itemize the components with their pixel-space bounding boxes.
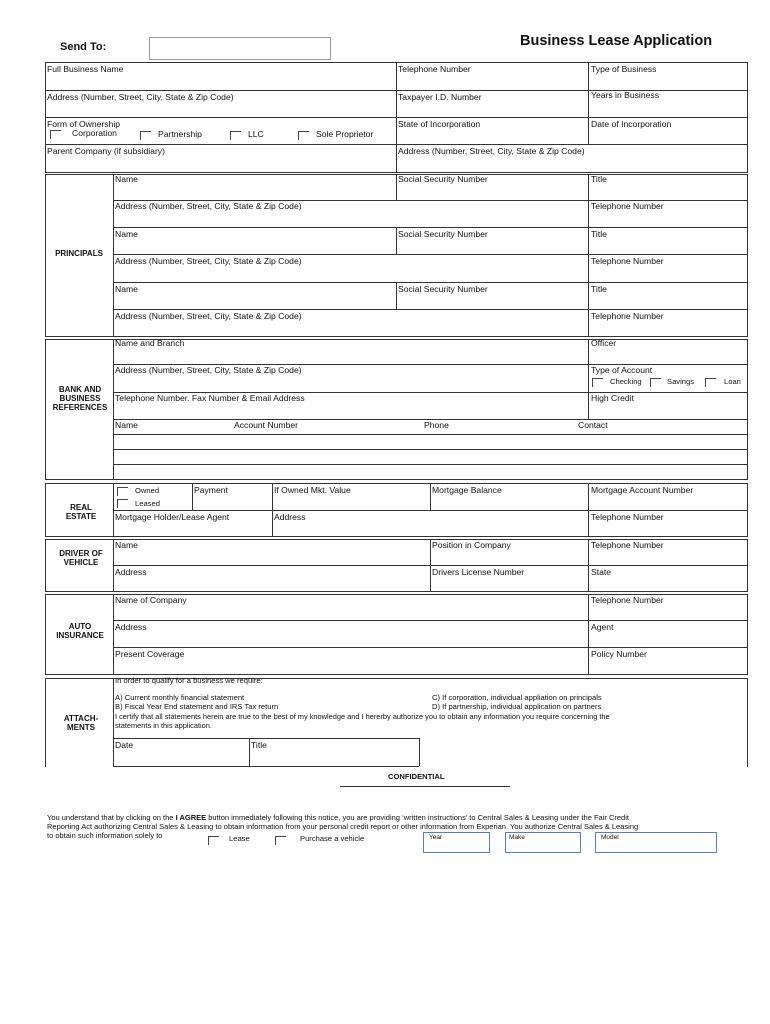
principal-1-address[interactable]: Address (Number, Street, City, State & Zip Code) <box>115 201 302 211</box>
checking-label: Checking <box>610 377 642 386</box>
loan-label: Loan <box>724 377 741 386</box>
lease-label: Lease <box>229 834 250 843</box>
send-to-label: Send To: <box>60 41 107 53</box>
attach-title-field[interactable]: Title <box>251 740 267 750</box>
parent-company-field[interactable]: Parent Company (if subsidiary) <box>47 146 165 156</box>
owned-checkbox[interactable] <box>117 487 128 496</box>
business-address-field[interactable]: Address (Number, Street, City, State & Zip Code) <box>47 92 234 102</box>
vehicle-make-input[interactable] <box>505 832 581 853</box>
credit-notice-line-3: to obtain such information solely to <box>47 831 163 840</box>
re-mortgage-balance[interactable]: Mortgage Balance <box>432 485 502 495</box>
auto-policy[interactable]: Policy Number <box>591 649 647 659</box>
leased-checkbox[interactable] <box>117 499 128 508</box>
re-mkt-value[interactable]: If Owned Mkt. Value <box>274 485 351 495</box>
driver-state[interactable]: State <box>591 567 612 577</box>
page-title: Business Lease Application <box>520 33 713 49</box>
principal-1-name[interactable]: Name <box>115 174 138 184</box>
auto-telephone[interactable]: Telephone Number <box>591 595 664 605</box>
form-of-ownership-label: Form of Ownership <box>47 119 121 129</box>
telephone-number-field[interactable]: Telephone Number <box>398 64 471 74</box>
llc-checkbox[interactable] <box>230 131 241 140</box>
auto-agent[interactable]: Agent <box>591 622 614 632</box>
auto-insurance-section-label: AUTO INSURANCE <box>56 622 104 640</box>
bank-high-credit[interactable]: High Credit <box>591 393 634 403</box>
taxpayer-id-field[interactable]: Taxpayer I.D. Number <box>398 92 482 102</box>
principals-section-label: PRINCIPALS <box>55 249 103 258</box>
credit-notice-line-2: Reporting Act authorizing Central Sales & Leasing to obtain information from your personal credit report or other information from Experian. You authorize Central Sales & Leasing <box>47 822 639 831</box>
principal-3-telephone[interactable]: Telephone Number <box>591 311 664 321</box>
driver-section-label: DRIVER OF VEHICLE <box>59 549 103 567</box>
ref-name-header: Name <box>115 420 138 430</box>
attach-item-c: C) If corporation, individual appliation on principals <box>432 693 602 702</box>
confidential-label: CONFIDENTIAL <box>388 772 445 781</box>
bank-type-of-account: Type of Account <box>591 365 653 375</box>
vehicle-year-label: Year <box>429 834 443 841</box>
auto-address[interactable]: Address <box>115 622 147 632</box>
savings-label: Savings <box>667 377 695 386</box>
loan-checkbox[interactable] <box>705 378 716 387</box>
re-holder-agent[interactable]: Mortgage Holder/Lease Agent <box>115 512 230 522</box>
re-telephone[interactable]: Telephone Number <box>591 512 664 522</box>
driver-address[interactable]: Address <box>115 567 147 577</box>
principal-2-ssn[interactable]: Social Security Number <box>398 229 488 239</box>
principal-3-ssn[interactable]: Social Security Number <box>398 284 488 294</box>
driver-telephone[interactable]: Telephone Number <box>591 540 664 550</box>
principal-2-title[interactable]: Title <box>591 229 607 239</box>
principal-1-ssn[interactable]: Social Security Number <box>398 174 488 184</box>
ref-phone-header: Phone <box>424 420 449 430</box>
principal-2-name[interactable]: Name <box>115 229 138 239</box>
partnership-checkbox[interactable] <box>140 131 151 140</box>
purchase-checkbox[interactable] <box>275 836 286 845</box>
principal-3-name[interactable]: Name <box>115 284 138 294</box>
vehicle-make-label: Make <box>509 834 525 841</box>
re-mortgage-account[interactable]: Mortgage Account Number <box>591 485 694 495</box>
i-agree-text: I AGREE <box>175 813 207 822</box>
vehicle-model-input[interactable] <box>595 832 717 853</box>
corporation-label: Corporation <box>72 128 117 138</box>
sole-proprietor-checkbox[interactable] <box>298 131 309 140</box>
attachments-section-label: ATTACH- MENTS <box>63 714 99 732</box>
parent-address-field[interactable]: Address (Number, Street, City, State & Zip Code) <box>398 146 585 156</box>
certify-line-2: statements in this application. <box>115 721 212 730</box>
principal-2-address[interactable]: Address (Number, Street, City, State & Zip Code) <box>115 256 302 266</box>
credit-notice-1a: You understand that by clicking on the <box>47 813 176 822</box>
vehicle-year-input[interactable] <box>423 832 490 853</box>
sole-proprietor-label: Sole Proprietor <box>316 129 374 139</box>
re-address[interactable]: Address <box>274 512 306 522</box>
ref-account-header: Account Number <box>234 420 299 430</box>
attach-intro: In order to qualify for a business we require: <box>115 676 263 685</box>
credit-notice-1c: button immediately following this notice, you are providing ‘written instructions’ to Central Sales & Leasing under the Fair Credit <box>206 813 629 822</box>
principal-1-telephone[interactable]: Telephone Number <box>591 201 664 211</box>
auto-coverage[interactable]: Present Coverage <box>115 649 185 659</box>
attach-item-a: A) Current monthly financial statement <box>115 693 245 702</box>
attach-date-field[interactable]: Date <box>115 740 134 750</box>
real-estate-section-label: REAL ESTATE <box>65 503 97 521</box>
certify-line-1: I certify that all statements herein are true to the best of my knowledge and I hererby authorize you to obtain any information you require concerning the <box>115 712 610 721</box>
principal-3-title[interactable]: Title <box>591 284 607 294</box>
principal-2-telephone[interactable]: Telephone Number <box>591 256 664 266</box>
lease-checkbox[interactable] <box>208 836 219 845</box>
llc-label: LLC <box>248 129 264 139</box>
partnership-label: Partnership <box>158 129 202 139</box>
corporation-checkbox[interactable] <box>50 130 61 139</box>
state-of-incorporation-field[interactable]: State of Incorporation <box>398 119 481 129</box>
driver-name[interactable]: Name <box>115 540 138 550</box>
date-of-incorporation-field[interactable]: Date of Incorporation <box>591 119 672 129</box>
auto-company[interactable]: Name of Company <box>115 595 187 605</box>
principal-1-title[interactable]: Title <box>591 174 607 184</box>
send-to-input[interactable] <box>149 37 331 60</box>
owned-label: Owned <box>135 486 160 495</box>
driver-license[interactable]: Drivers License Number <box>432 567 525 577</box>
bank-tel-fax-email[interactable]: Telephone Number. Fax Number & Email Address <box>115 393 305 403</box>
attach-item-d: D) If partnership, individual application on partners <box>432 702 602 711</box>
full-business-name-field[interactable]: Full Business Name <box>47 64 124 74</box>
bank-name-branch[interactable]: Name and Branch <box>115 338 185 348</box>
purchase-label: Purchase a vehicle <box>300 834 365 843</box>
bank-section-label: BANK AND BUSINESS REFERENCES <box>52 385 108 412</box>
attach-item-b: B) Fiscal Year End statement and IRS Tax return <box>115 702 279 711</box>
checking-checkbox[interactable] <box>592 378 603 387</box>
driver-position[interactable]: Position in Company <box>432 540 511 550</box>
re-payment[interactable]: Payment <box>194 485 228 495</box>
principal-3-address[interactable]: Address (Number, Street, City, State & Zip Code) <box>115 311 302 321</box>
credit-notice-line-1 <box>47 814 629 822</box>
bank-address[interactable]: Address (Number, Street, City, State & Zip Code) <box>115 365 302 375</box>
years-in-business-field[interactable]: Years in Business <box>591 90 659 100</box>
type-of-business-field[interactable]: Type of Business <box>591 64 657 74</box>
confidential-divider <box>340 786 510 787</box>
bank-officer[interactable]: Officer <box>591 338 617 348</box>
savings-checkbox[interactable] <box>650 378 661 387</box>
vehicle-model-label: Model <box>601 834 619 841</box>
leased-label: Leased <box>135 499 160 508</box>
ref-contact-header: Contact <box>578 420 608 430</box>
